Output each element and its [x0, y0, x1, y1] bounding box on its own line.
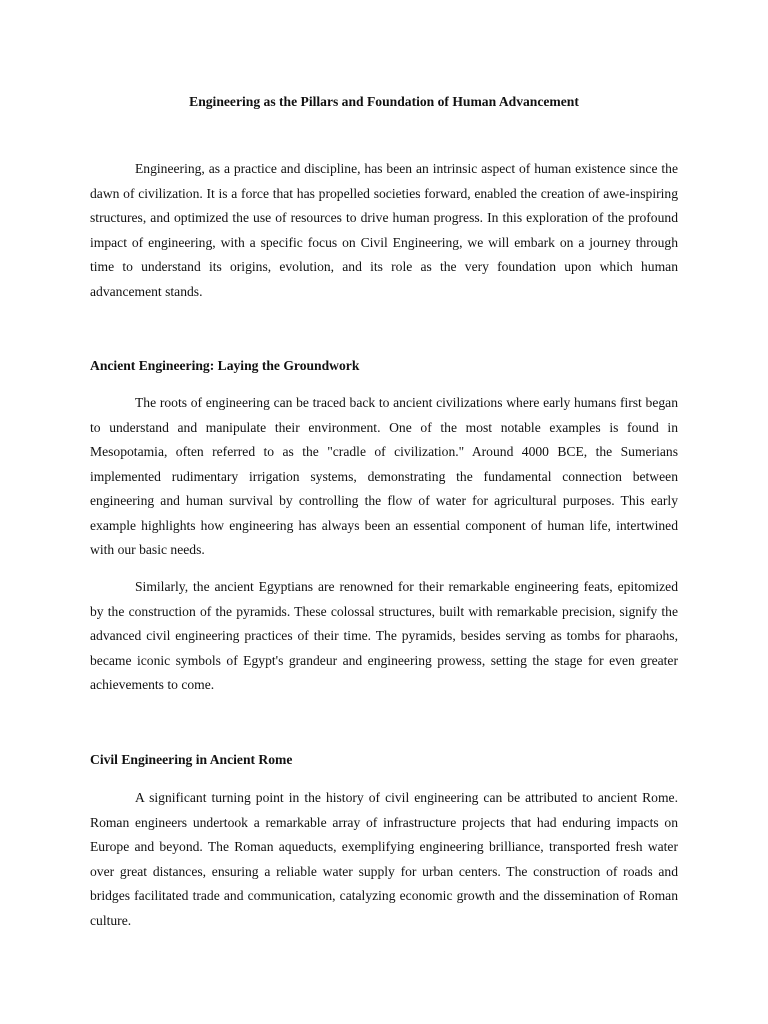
section-heading-ancient-rome: Civil Engineering in Ancient Rome — [90, 752, 293, 767]
section-heading-ancient-engineering: Ancient Engineering: Laying the Groundwork — [90, 358, 360, 373]
ancient-rome-paragraph-1: A significant turning point in the history of civil engineering can be attributed to ancient Rome. Roman engineers undertook a remarkable array of infrastructure projects that had enduring impacts on Europe and beyond. The Roman aqueducts, exemplifying engineering brilliance, transported fresh water over great distances, ensuring a reliable water supply for urban centers. The construction of roads and bridges facilitated trade and communication, catalyzing economic growth and the dissemination of Roman culture. — [90, 790, 678, 928]
ancient-engineering-paragraph-1: The roots of engineering can be traced back to ancient civilizations where early humans first began to understand and manipulate their environment. One of the most notable examples is found in Mesopotamia, often referred to as the "cradle of civilization." Around 4000 BCE, the Sumerians implemented rudimentary irrigation systems, demonstrating the fundamental connection between engineering and human survival by controlling the flow of water for agricultural purposes. This early example highlights how engineering has always been an essential component of human life, intertwined with our basic needs. — [90, 395, 678, 557]
ancient-engineering-paragraph-2: Similarly, the ancient Egyptians are renowned for their remarkable engineering feats, epitomized by the construction of the pyramids. These colossal structures, built with remarkable precision, signify the advanced civil engineering practices of their time. The pyramids, besides serving as tombs for pharaohs, became iconic symbols of Egypt's grandeur and engineering prowess, setting the stage for even greater achievements to come. — [90, 579, 678, 692]
intro-paragraph: Engineering, as a practice and discipline, has been an intrinsic aspect of human existence since the dawn of civilization. It is a force that has propelled societies forward, enabled the creation of awe-inspiring structures, and optimized the use of resources to drive human progress. In this exploration of the profound impact of engineering, with a specific focus on Civil Engineering, we will embark on a journey through time to understand its origins, evolution, and its role as the very foundation upon which human advancement stands. — [90, 161, 678, 299]
document-title: Engineering as the Pillars and Foundation of Human Advancement — [189, 94, 579, 109]
